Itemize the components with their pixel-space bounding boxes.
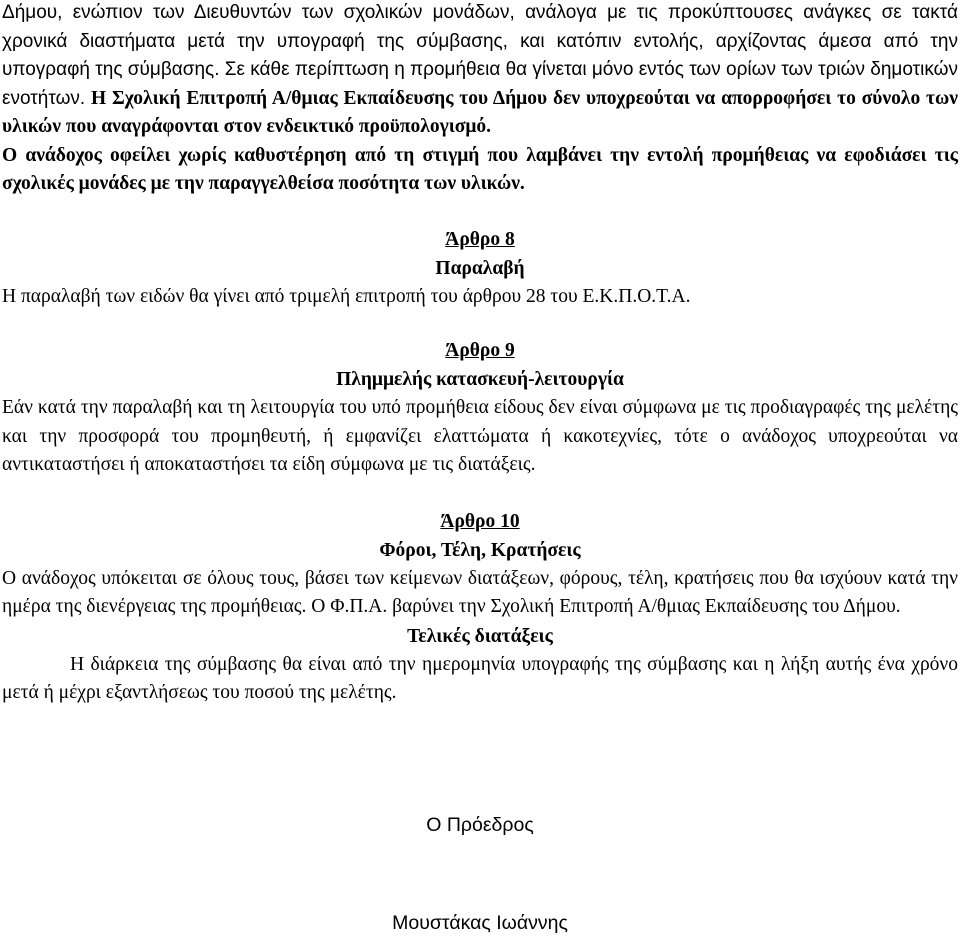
article-8-body: Η παραλαβή των ειδών θα γίνει από τριμελή επιτροπή του άρθρου 28 του Ε.Κ.Π.Ο.Τ.Α. [2, 285, 691, 307]
article-8-number: Άρθρο 8 [445, 228, 515, 250]
article-10-body: Ο ανάδοχος υπόκειται σε όλους τους, βάσει των κείμενων διατάξεων, φόρους, τέλη, κρατήσεις που θα ισχύουν κατά την ημέρα της διενέργειας της προμήθειας. Ο Φ.Π.Α. βαρύνει την Σχολική Επιτροπή Α/θμιας Εκπαίδευσης του Δήμου. [2, 567, 958, 617]
spacer [2, 311, 958, 336]
signature-name: Μουστάκας Ιωάννης [392, 912, 568, 934]
article-8-title: Παραλαβή [435, 257, 525, 279]
final-provisions-body: Η διάρκεια της σύμβασης θα είναι από την ημερομηνία υπογραφής της σύμβασης και η λήξη αυτής ένα χρόνο μετά ή μέχρι εξαντλήσεως του ποσού της μελέτης. [2, 653, 958, 703]
intro-bold-text: Η Σχολική Επιτροπή Α/θμιας Εκπαίδευσης του Δήμου δεν υποχρεούται να απορροφήσει το σύνολο των υλικών που αναγράφονται στον ενδεικτικό προϋπολογισμό. [2, 87, 958, 137]
article-9-title: Πλημμελής κατασκευή-λειτουργία [336, 369, 624, 390]
spacer [2, 480, 958, 507]
contractor-obligation-paragraph: Ο ανάδοχος οφείλει χωρίς καθυστέρηση από τη στιγμή που λαμβάνει την εντολή προμήθειας να εφοδιάσει τις σχολικές μονάδες με την παραγγελθείσα ποσότητα των υλικών. [2, 144, 958, 194]
article-9-number: Άρθρο 9 [445, 340, 515, 361]
intro-paragraph [2, 0, 958, 142]
spacer [2, 199, 958, 225]
final-provisions-title: Τελικές διατάξεις [407, 625, 553, 647]
article-10-title: Φόροι, Τέλη, Κρατήσεις [379, 539, 581, 561]
article-10-number: Άρθρο 10 [440, 510, 520, 532]
intro-text: Δήμου, ενώπιον των Διευθυντών των σχολικών μονάδων, ανάλογα με τις προκύπτουσες ανάγκες σε τακτά χρονικά διαστήματα μετά την υπογραφή της σύμβασης, και κατόπιν εντολής, αρχίζοντας άμεσα από την υπογραφή της σύμβασης. Σε κάθε περίπτωση η προμήθεια θα γίνεται μόνο εντός των ορίων των τριών δημοτικών ενοτήτων. [2, 2, 958, 109]
signature-role: Ο Πρόεδρος [426, 814, 534, 836]
article-9-body: Εάν κατά την παραλαβή και τη λειτουργία του υπό προμήθεια είδους δεν είναι σύμφωνα με τις προδιαγραφές της μελέτης και την προσφορά του προμηθευτή, ή εμφανίζει ελαττώματα ή κακοτεχνίες, τότε ο ανάδοχος υποχρεούται να αντικαταστήσει ή αποκαταστήσει τα είδη σύμφωνα με τις διατάξεις. [2, 397, 958, 475]
